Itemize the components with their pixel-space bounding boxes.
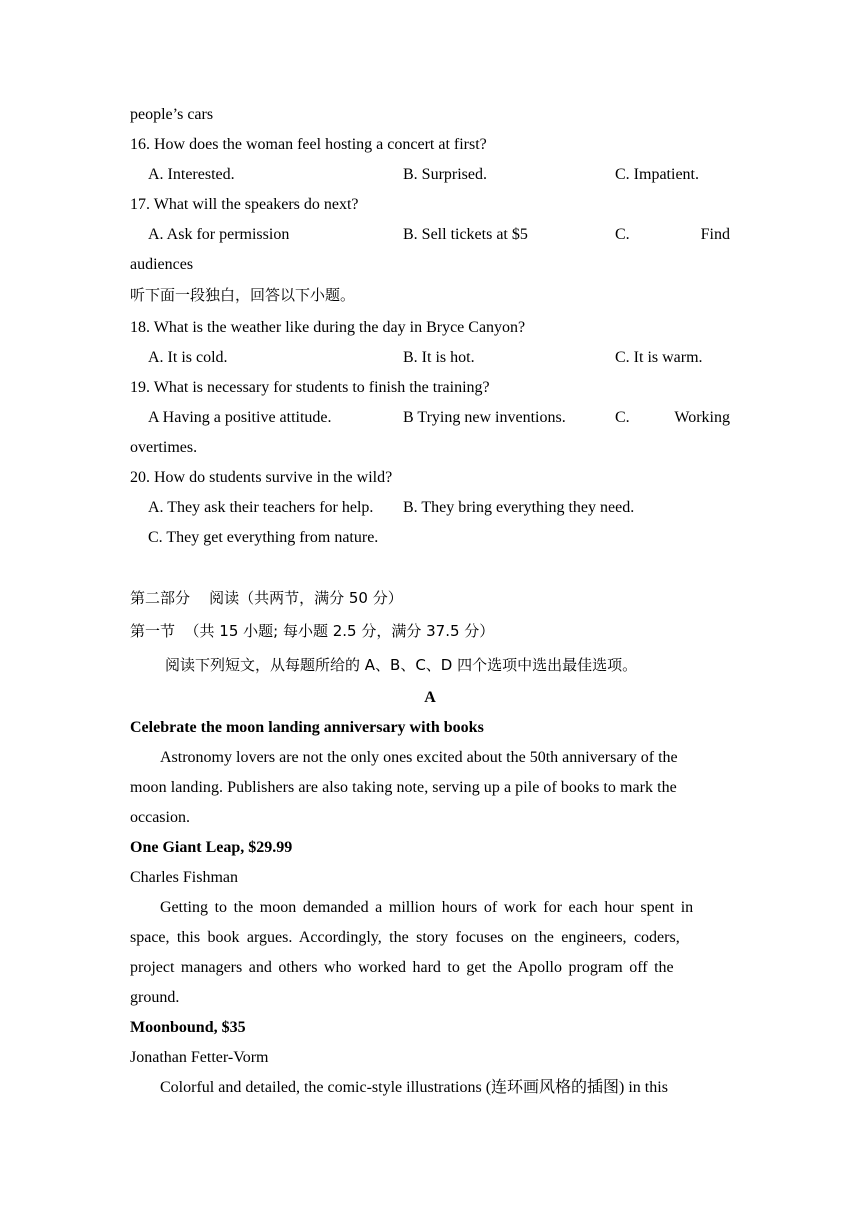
q16-option-a: A. Interested. [148,166,235,183]
book1-title: One Giant Leap, $29.99 [130,839,293,856]
q16-question: 16. How does the woman feel hosting a concert at first? [130,136,487,153]
section-one-title: 第一节 （共 15 小题; 每小题 2.5 分，满分 37.5 分） [130,622,495,640]
q20-option-c: C. They get everything from nature. [148,529,379,546]
q16-option-c: C. Impatient. [615,166,699,183]
q17-option-c [615,225,730,245]
q19-option-c-tail: overtimes. [130,439,198,456]
book1-author: Charles Fishman [130,869,238,886]
book1-line-4: ground. [130,989,180,1006]
q17-question: 17. What will the speakers do next? [130,196,359,213]
monologue-instruction: 听下面一段独白，回答以下小题。 [130,286,356,304]
book1-line-2: space, this book argues. Accordingly, the story focuses on the engineers, coders, [130,929,680,946]
q19-question: 19. What is necessary for students to finish the training? [130,379,490,396]
q19-option-c-word: Working [674,409,730,426]
q15-option-tail: people’s cars [130,106,214,123]
q19-option-b: B Trying new inventions. [403,409,566,426]
q17-option-c-word: Find [700,226,730,243]
q17-option-b: B. Sell tickets at $5 [403,226,528,243]
passage-letter: A [424,689,436,706]
q20-option-b: B. They bring everything they need. [403,499,635,516]
q20-option-a: A. They ask their teachers for help. [148,499,374,516]
reading-instruction: 阅读下列短文，从每题所给的 A、B、C、D 四个选项中选出最佳选项。 [165,656,638,674]
intro-line-2: moon landing. Publishers are also taking note, serving up a pile of books to mark the [130,779,677,796]
q18-option-a: A. It is cold. [148,349,228,366]
q16-option-b: B. Surprised. [403,166,487,183]
q20-question: 20. How do students survive in the wild? [130,469,393,486]
book2-author: Jonathan Fetter-Vorm [130,1049,269,1066]
book1-line-3: project managers and others who worked hard to get the Apollo program off the [130,959,674,976]
book2-line-1: Colorful and detailed, the comic-style illustrations (连环画风格的插图) in this [160,1079,668,1096]
q19-option-c-letter: C. [615,409,630,426]
q18-option-c: C. It is warm. [615,349,703,366]
q17-option-c-letter: C. [615,226,630,243]
q19-option-c [615,408,730,428]
intro-line-3: occasion. [130,809,190,826]
book1-line-1: Getting to the moon demanded a million hours of work for each hour spent in [160,899,694,916]
intro-line-1: Astronomy lovers are not the only ones excited about the 50th anniversary of the [160,749,678,766]
q17-option-c-tail: audiences [130,256,194,273]
q19-option-a: A Having a positive attitude. [148,409,332,426]
q18-question: 18. What is the weather like during the day in Bryce Canyon? [130,319,526,336]
q17-option-a: A. Ask for permission [148,226,290,243]
q18-option-b: B. It is hot. [403,349,475,366]
passage-title: Celebrate the moon landing anniversary with books [130,719,484,736]
part-two-title: 第二部分 阅读（共两节，满分 50 分） [130,589,403,607]
book2-title: Moonbound, $35 [130,1019,246,1036]
